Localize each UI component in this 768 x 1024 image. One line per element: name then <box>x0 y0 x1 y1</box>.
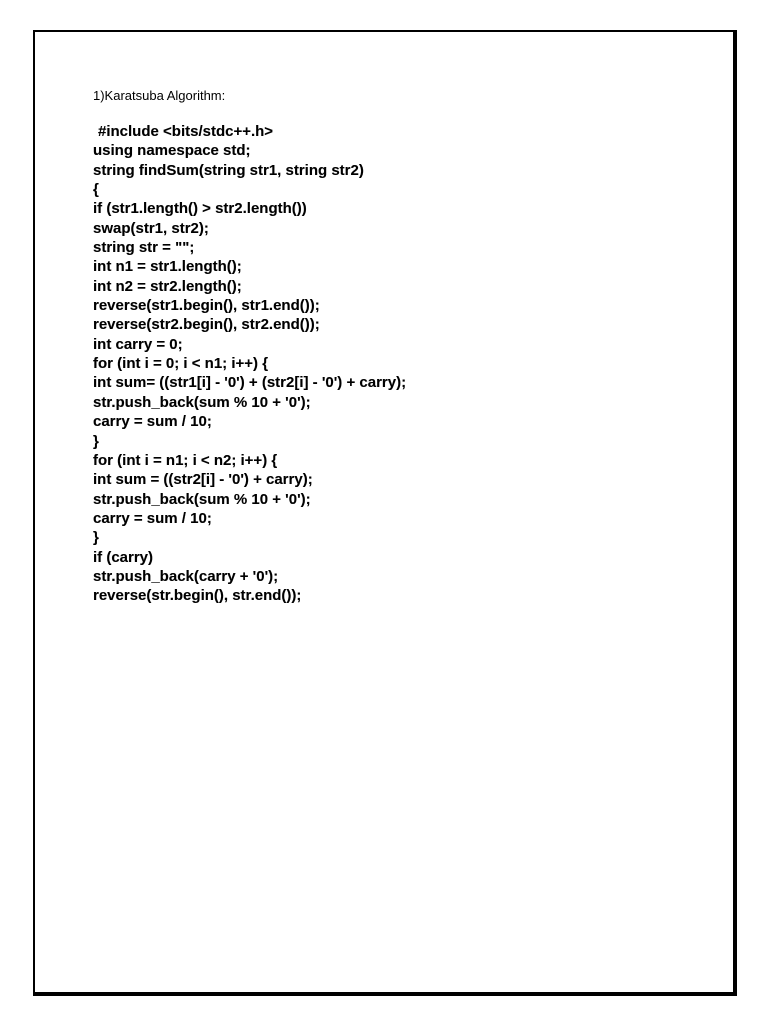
code-line: for (int i = 0; i < n1; i++) { <box>93 355 269 373</box>
code-line: { <box>93 181 99 199</box>
code-line: str.push_back(sum % 10 + '0'); <box>93 490 311 508</box>
code-line: for (int i = n1; i < n2; i++) { <box>93 451 278 469</box>
code-line: int n1 = str1.length(); <box>93 258 242 276</box>
code-line: string findSum(string str1, string str2) <box>93 161 364 179</box>
code-line: } <box>93 529 99 547</box>
code-line: int carry = 0; <box>93 335 183 353</box>
code-line: if (carry) <box>93 548 154 566</box>
code-line: swap(str1, str2); <box>93 219 209 237</box>
code-line: str.push_back(carry + '0'); <box>93 567 279 585</box>
code-line: string str = ""; <box>93 239 195 257</box>
section-heading: 1)Karatsuba Algorithm: <box>93 88 226 103</box>
code-line: carry = sum / 10; <box>93 413 212 431</box>
code-line: int sum = ((str2[i] - '0') + carry); <box>93 471 313 489</box>
code-line: int sum= ((str1[i] - '0') + (str2[i] - '0') + carry); <box>93 374 407 392</box>
code-line: reverse(str.begin(), str.end()); <box>93 587 302 605</box>
code-line: } <box>93 432 99 450</box>
code-line: int n2 = str2.length(); <box>93 277 242 295</box>
code-line: reverse(str1.begin(), str1.end()); <box>93 297 320 315</box>
code-line: carry = sum / 10; <box>93 509 212 527</box>
code-line: using namespace std; <box>93 142 251 160</box>
code-line: reverse(str2.begin(), str2.end()); <box>93 316 320 334</box>
code-line: if (str1.length() > str2.length()) <box>93 200 307 218</box>
code-block <box>93 122 406 606</box>
code-line: #include <bits/stdc++.h> <box>98 123 274 140</box>
code-line: str.push_back(sum % 10 + '0'); <box>93 393 311 411</box>
